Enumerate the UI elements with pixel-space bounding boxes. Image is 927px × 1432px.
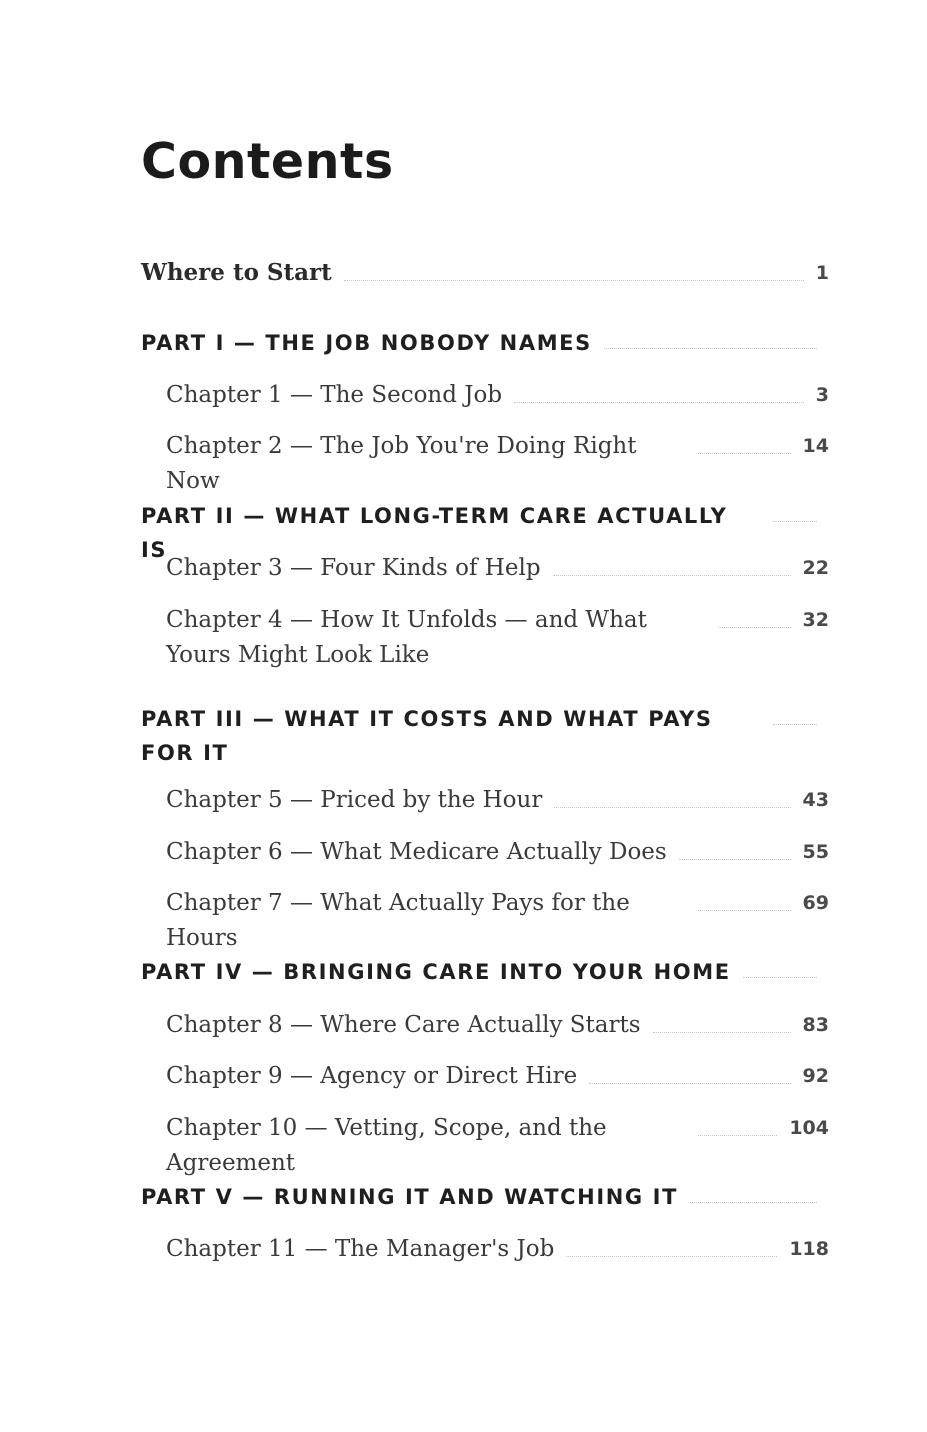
part-heading: PART I — THE JOB NOBODY NAMES bbox=[141, 331, 592, 355]
toc-chapter-1[interactable] bbox=[166, 378, 829, 413]
toc-page-number: 118 bbox=[789, 1238, 829, 1260]
toc-part-4[interactable] bbox=[141, 955, 829, 989]
toc-page-number: 3 bbox=[815, 384, 829, 406]
toc-page-number: 1 bbox=[815, 262, 829, 284]
toc-chapter-2[interactable] bbox=[166, 429, 829, 499]
part-heading: PART III — WHAT IT COSTS AND WHAT PAYS FOR IT bbox=[141, 707, 713, 765]
chapter-label: Chapter 4 — How It Unfolds — and What Yours Might Look Like bbox=[166, 607, 647, 668]
dot-leader bbox=[698, 429, 791, 454]
toc-entry-label: Where to Start bbox=[141, 259, 332, 286]
toc-page-number: 14 bbox=[802, 435, 829, 457]
toc-chapter-10[interactable] bbox=[166, 1111, 829, 1181]
page-title: Contents bbox=[141, 133, 394, 190]
chapter-label: Chapter 2 — The Job You're Doing Right Now bbox=[166, 433, 637, 494]
toc-page-number: 69 bbox=[802, 892, 829, 914]
chapter-label: Chapter 5 — Priced by the Hour bbox=[166, 787, 543, 813]
toc-chapter-3[interactable] bbox=[166, 551, 829, 586]
part-heading: PART IV — BRINGING CARE INTO YOUR HOME bbox=[141, 960, 731, 984]
toc-page-number: 22 bbox=[802, 557, 829, 579]
toc-page-number: 83 bbox=[802, 1014, 829, 1036]
dot-leader bbox=[773, 499, 817, 522]
dot-leader bbox=[604, 326, 817, 349]
toc-page-number: 55 bbox=[802, 841, 829, 863]
chapter-label: Chapter 7 — What Actually Pays for the Hours bbox=[166, 890, 630, 951]
toc-entry-where-to-start[interactable] bbox=[141, 258, 829, 288]
dot-leader bbox=[679, 835, 791, 860]
dot-leader bbox=[690, 1180, 817, 1203]
toc-chapter-4[interactable] bbox=[166, 603, 829, 673]
dot-leader bbox=[554, 783, 790, 808]
toc-part-3[interactable] bbox=[141, 702, 829, 770]
dot-leader bbox=[344, 258, 804, 281]
dot-leader bbox=[773, 702, 817, 725]
toc-chapter-9[interactable] bbox=[166, 1059, 829, 1094]
part-heading: PART V — RUNNING IT AND WATCHING IT bbox=[141, 1185, 679, 1209]
toc-chapter-6[interactable] bbox=[166, 835, 829, 870]
toc-chapter-7[interactable] bbox=[166, 886, 829, 956]
dot-leader bbox=[553, 551, 791, 576]
chapter-label: Chapter 10 — Vetting, Scope, and the Agreement bbox=[166, 1115, 607, 1176]
dot-leader bbox=[743, 955, 817, 978]
dot-leader bbox=[698, 886, 791, 911]
toc-chapter-5[interactable] bbox=[166, 783, 829, 818]
toc-part-1[interactable] bbox=[141, 326, 829, 360]
dot-leader bbox=[698, 1111, 777, 1136]
part-heading: PART II — WHAT LONG-TERM CARE ACTUALLY IS bbox=[141, 504, 728, 562]
toc-page-number: 43 bbox=[802, 789, 829, 811]
toc-chapter-8[interactable] bbox=[166, 1008, 829, 1043]
chapter-label: Chapter 11 — The Manager's Job bbox=[166, 1236, 555, 1262]
toc-page-number: 32 bbox=[802, 609, 829, 631]
dot-leader bbox=[653, 1008, 791, 1033]
dot-leader bbox=[589, 1059, 790, 1084]
dot-leader bbox=[718, 603, 791, 628]
dot-leader bbox=[566, 1232, 777, 1257]
chapter-label: Chapter 1 — The Second Job bbox=[166, 382, 503, 408]
toc-chapter-11[interactable] bbox=[166, 1232, 829, 1267]
chapter-label: Chapter 8 — Where Care Actually Starts bbox=[166, 1012, 641, 1038]
toc-page-number: 92 bbox=[802, 1065, 829, 1087]
chapter-label: Chapter 6 — What Medicare Actually Does bbox=[166, 839, 667, 865]
toc-page-number: 104 bbox=[789, 1117, 829, 1139]
toc-part-5[interactable] bbox=[141, 1180, 829, 1214]
dot-leader bbox=[514, 378, 804, 403]
chapter-label: Chapter 9 — Agency or Direct Hire bbox=[166, 1063, 578, 1089]
chapter-label: Chapter 3 — Four Kinds of Help bbox=[166, 555, 541, 581]
